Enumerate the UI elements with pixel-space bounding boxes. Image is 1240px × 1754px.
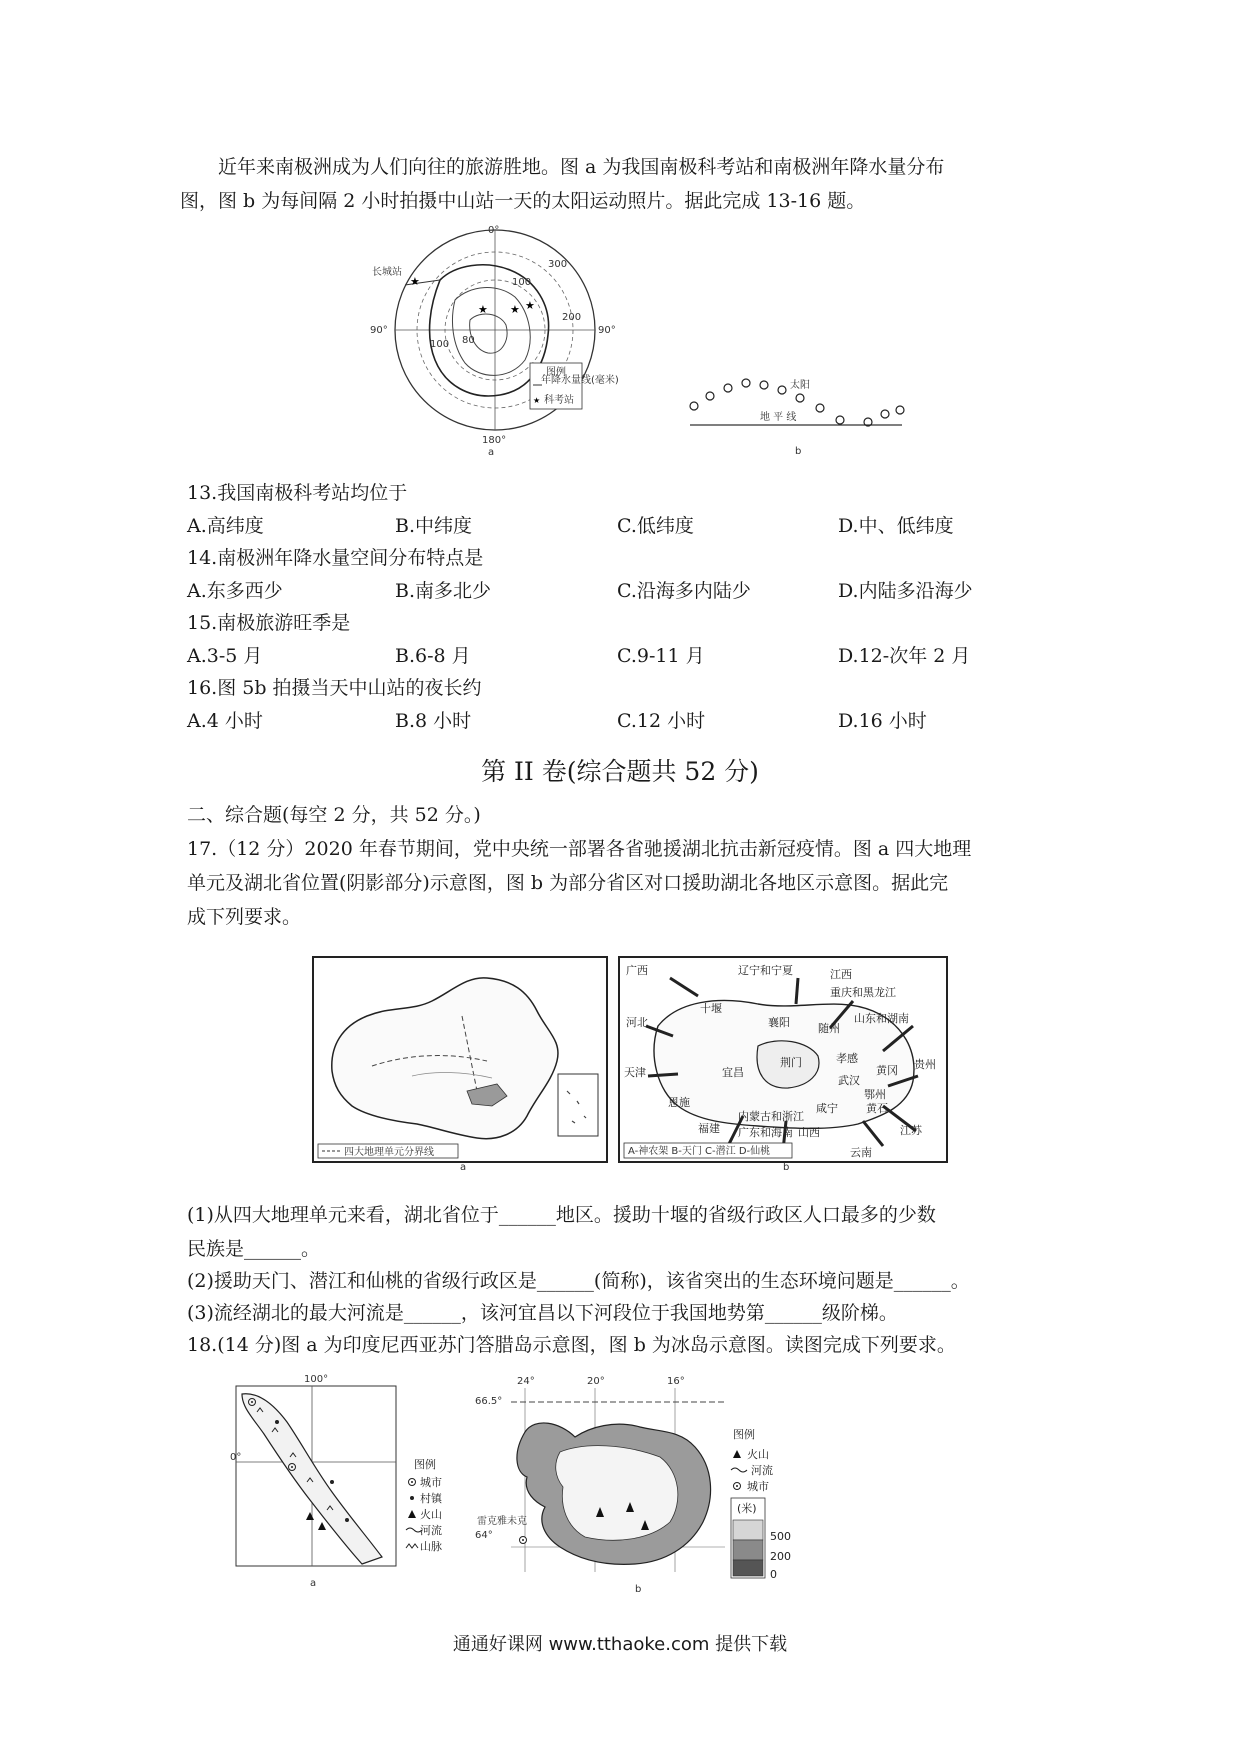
hubei-aid-map	[618, 956, 948, 1171]
q14-option-a: A.东多西少	[187, 580, 283, 602]
lat-66-label: 66.5°	[475, 1396, 503, 1407]
town-icon	[410, 1496, 414, 1500]
sun-path-photo	[680, 370, 910, 460]
label-hebei: 河北	[626, 1016, 648, 1029]
legend-star-icon: ★	[533, 396, 541, 405]
legend-title: 图例	[414, 1458, 436, 1471]
q16-option-b: B.8 小时	[395, 710, 472, 732]
lat-64-label: 64°	[475, 1530, 493, 1541]
label-jiangxi: 江西	[830, 968, 852, 981]
legend-town: 村镇	[420, 1492, 442, 1505]
legend-city: 城市	[747, 1480, 769, 1493]
q13-option-a: A.高纬度	[187, 515, 264, 537]
lon-100-label: 100°	[304, 1374, 329, 1385]
horizon-label: 地 平 线	[760, 412, 797, 423]
station-changcheng-label: 长城站	[372, 267, 402, 278]
legend-river: 河流	[751, 1464, 773, 1477]
map-a-legend: 四大地理单元分界线	[344, 1147, 434, 1158]
mountain-icon	[406, 1544, 418, 1548]
label-neimenggu-zhejiang: 内蒙古和浙江	[738, 1110, 804, 1123]
station-star-icon: ★	[525, 299, 535, 312]
isoline-label-4: 100	[430, 339, 450, 350]
label-jingmen: 荆门	[780, 1056, 802, 1069]
sumatra-map	[232, 1372, 464, 1592]
map-a-caption: a	[460, 1162, 467, 1173]
figure-a-caption: a	[488, 447, 495, 458]
isoline-label-5: 80	[462, 335, 475, 346]
label-shiyan: 十堰	[700, 1002, 722, 1015]
label-suizhou: 随州	[818, 1022, 840, 1035]
figure-b-caption: b	[795, 446, 802, 457]
label-tianjin: 天津	[624, 1066, 646, 1079]
q14-option-d: D.内陆多沿海少	[838, 580, 973, 602]
footer-text: 通通好课网 www.tthaoke.com 提供下载	[452, 1634, 788, 1655]
label-shandong-hunan: 山东和湖南	[854, 1012, 909, 1025]
station-star-icon: ★	[510, 303, 520, 316]
map-b-legend: A-神农架 B-天门 C-潜江 D-仙桃	[628, 1146, 771, 1157]
elev-unit-label: (米)	[737, 1502, 757, 1515]
legend-mountain: 山脉	[420, 1540, 442, 1553]
legend-volcano: 火山	[747, 1448, 769, 1461]
q16-option-a: A.4 小时	[187, 710, 263, 732]
label-huanggang: 黄冈	[876, 1064, 898, 1077]
label-ezhou: 鄂州	[864, 1088, 886, 1101]
elev-500-label: 500	[770, 1530, 791, 1543]
lat-0-label: 0°	[230, 1452, 242, 1463]
lon-20-label: 20°	[587, 1376, 605, 1387]
question-13-stem: 13.我国南极科考站均位于	[187, 482, 408, 504]
label-jiangsu: 江苏	[900, 1124, 922, 1137]
reykjavik-label: 雷克雅未克	[477, 1516, 527, 1527]
q15-option-a: A.3-5 月	[187, 645, 263, 667]
station-star-icon: ★	[410, 275, 420, 288]
map-b-caption: b	[783, 1162, 790, 1173]
label-xiaogan: 孝感	[836, 1052, 858, 1065]
lon-24-label: 24°	[517, 1376, 535, 1387]
label-yunnan: 云南	[850, 1146, 872, 1159]
isoline-label-3: 200	[562, 312, 582, 323]
label-guangxi: 广西	[626, 964, 648, 977]
sun-label: 太阳	[790, 380, 810, 391]
label-shanxi: 山西	[798, 1126, 820, 1139]
q16-option-d: D.16 小时	[838, 710, 927, 732]
elev-200-label: 200	[770, 1550, 791, 1563]
q14-option-c: C.沿海多内陆少	[617, 580, 751, 602]
label-xiangyang: 襄阳	[768, 1016, 790, 1029]
q18-stem: 18.(14 分)图 a 为印度尼西亚苏门答腊岛示意图，图 b 为冰岛示意图。读图完成下列要求。	[187, 1334, 956, 1356]
china-regions-map	[312, 956, 608, 1171]
section-heading: 第 II 卷(综合题共 52 分)	[481, 757, 759, 786]
q13-option-b: B.中纬度	[395, 515, 473, 537]
q17-line-1: 17.（12 分）2020 年春节期间，党中央统一部署各省驰援湖北抗击新冠疫情。图 a 四大地理	[187, 838, 972, 860]
legend-station-label: 科考站	[544, 395, 574, 406]
label-wuhan: 武汉	[838, 1074, 860, 1087]
q17-line-3: 成下列要求。	[187, 906, 302, 928]
question-14-stem: 14.南极洲年降水量空间分布特点是	[187, 547, 484, 569]
q15-option-c: C.9-11 月	[617, 645, 705, 667]
label-fujian: 福建	[698, 1122, 720, 1135]
isoline-label-1: 100	[512, 277, 532, 288]
label-xianning: 咸宁	[816, 1102, 838, 1115]
question-15-stem: 15.南极旅游旺季是	[187, 612, 351, 634]
elev-0-label: 0	[770, 1568, 777, 1581]
q17-line-2: 单元及湖北省位置(阴影部分)示意图，图 b 为部分省区对口援助湖北各地区示意图。据此完	[187, 872, 949, 894]
iceland-caption: b	[635, 1584, 642, 1595]
iceland-map	[475, 1372, 845, 1597]
q17-sub-3: (3)流经湖北的最大河流是______，该河宜昌以下河段位于我国地势第______级阶梯。	[187, 1302, 898, 1324]
label-guizhou: 贵州	[914, 1058, 936, 1071]
question-16-stem: 16.图 5b 拍摄当天中山站的夜长约	[187, 677, 482, 699]
intro-line-1: 近年来南极洲成为人们向往的旅游胜地。图 a 为我国南极科考站和南极洲年降水量分布	[218, 156, 945, 178]
q17-sub-2: (2)援助天门、潜江和仙桃的省级行政区是______(简称)，该省突出的生态环境问题是______。	[187, 1270, 970, 1292]
lon-0-label: 0°	[488, 225, 500, 236]
label-huangshi: 黄石	[866, 1102, 888, 1115]
q13-option-d: D.中、低纬度	[838, 515, 954, 537]
legend-title: 图例	[546, 367, 566, 378]
q17-sub-1b: 民族是______。	[187, 1238, 321, 1260]
station-star-icon: ★	[478, 303, 488, 316]
lon-16-label: 16°	[667, 1376, 685, 1387]
label-enshi: 恩施	[668, 1096, 690, 1109]
intro-line-2: 图，图 b 为每间隔 2 小时拍摄中山站一天的太阳运动照片。据此完成 13-16 题。	[180, 190, 866, 212]
sumatra-caption: a	[310, 1578, 317, 1589]
lon-180-label: 180°	[482, 435, 507, 446]
volcano-icon	[408, 1510, 416, 1518]
lon-90e-label: 90°	[598, 325, 616, 336]
antarctica-precipitation-map	[370, 225, 650, 458]
label-yichang: 宜昌	[722, 1066, 744, 1079]
legend-isoline-label: 年降水量线(毫米)	[541, 375, 619, 386]
q13-option-c: C.低纬度	[617, 515, 694, 537]
q14-option-b: B.南多北少	[395, 580, 492, 602]
q16-option-c: C.12 小时	[617, 710, 706, 732]
legend-river: 河流	[420, 1524, 442, 1537]
legend-volcano: 火山	[420, 1508, 442, 1521]
legend-city: 城市	[420, 1476, 442, 1489]
legend-title: 图例	[733, 1428, 755, 1441]
label-liaoning-ningxia: 辽宁和宁夏	[738, 964, 793, 977]
q15-option-b: B.6-8 月	[395, 645, 471, 667]
label-guangdong-hainan: 广东和海南	[738, 1126, 793, 1139]
lon-90w-label: 90°	[370, 325, 388, 336]
label-chongqing-heilongjiang: 重庆和黑龙江	[830, 986, 896, 999]
q17-sub-1a: (1)从四大地理单元来看，湖北省位于______地区。援助十堰的省级行政区人口最多的少数	[187, 1204, 936, 1226]
section-2-title: 二、综合题(每空 2 分，共 52 分。)	[187, 804, 481, 826]
isoline-label-2: 300	[548, 259, 568, 270]
q15-option-d: D.12-次年 2 月	[838, 645, 971, 667]
